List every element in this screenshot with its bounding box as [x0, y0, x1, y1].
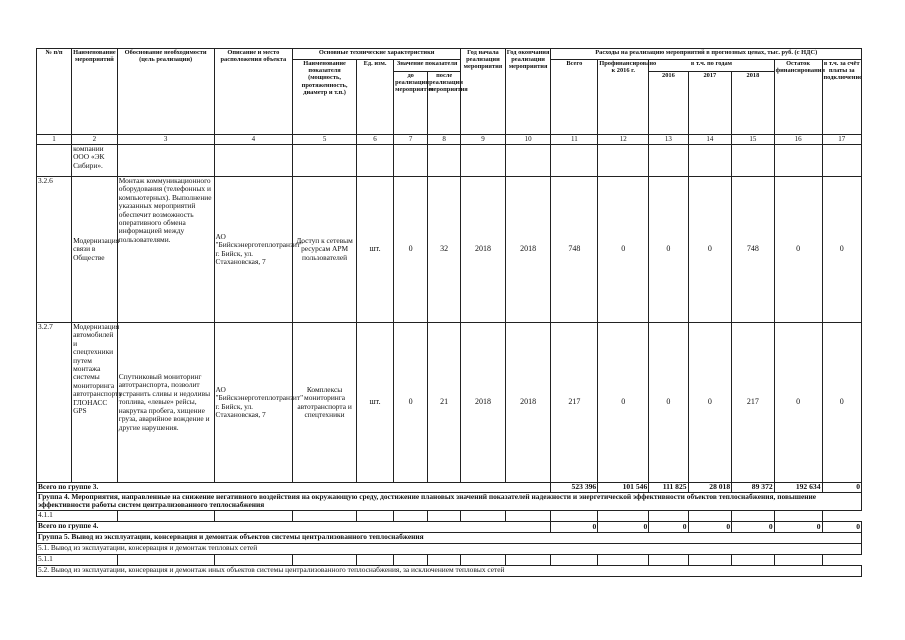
- group5-sub1-row: [37, 543, 862, 554]
- value-before: 0: [394, 177, 428, 323]
- group4-fee: 0: [822, 521, 862, 532]
- tech-characteristics-header: Основные технические характеристики: [293, 49, 461, 60]
- col-number: 6: [356, 135, 393, 145]
- end-year: 2018: [505, 323, 551, 483]
- continuation-row: [37, 145, 862, 177]
- group4-rest: 0: [774, 521, 822, 532]
- value-after: 32: [428, 177, 461, 323]
- measure-reason: Спутниковый мониторинг автотранспорта, позволит устранить сливы и недоливы топлива, «левые» рейсы, накрутка пробега, хищение груза, аварийное вождение и другие нарушения.: [117, 323, 214, 483]
- col-name-header: Наименование мероприятий: [72, 49, 118, 135]
- col-2017-header: 2017: [688, 72, 732, 135]
- group4-item-row: [37, 510, 862, 521]
- col-number: 8: [428, 135, 461, 145]
- measure-name: Модернизация автомобилей и спецтехники путем монтажа системы мониторинга автотранспорта ГЛОНАСС GPS: [72, 323, 118, 483]
- group4-total-row: [37, 521, 862, 532]
- group5-item-row: [37, 554, 862, 565]
- end-year: 2018: [505, 177, 551, 323]
- col-number: 5: [293, 135, 357, 145]
- value-after: 21: [428, 323, 461, 483]
- cost-total: 217: [551, 323, 598, 483]
- col-number: 2: [72, 135, 118, 145]
- col-unit-header: Ед. изм.: [356, 60, 393, 135]
- measure-location: АО "Бийскэнерготеплотранзит" г. Бийск, ул. Стахановская, 7: [214, 177, 293, 323]
- col-number: 3: [117, 135, 214, 145]
- indicator-value-header: Значение показателя: [394, 60, 461, 72]
- by-years-header: в т.ч. по годам: [649, 60, 774, 72]
- col-number: 13: [649, 135, 688, 145]
- col-number: 9: [461, 135, 506, 145]
- col-location-header: Описание и место расположения объекта: [214, 49, 293, 135]
- group3-2017: 28 018: [688, 483, 732, 493]
- table-row: [37, 323, 862, 483]
- cost-2018: 217: [732, 323, 775, 483]
- measure-name: Модернизация связи в Обществе: [72, 177, 118, 323]
- cost-rest: 0: [774, 323, 822, 483]
- col-2016-header: 2016: [649, 72, 688, 135]
- col-start-year-header: Год начала реализации мероприятия: [461, 49, 506, 135]
- group3-rest: 192 634: [774, 483, 822, 493]
- col-2018-header: 2018: [732, 72, 775, 135]
- col-financed-header: Профинансировано к 2016 г.: [598, 60, 649, 135]
- col-rest-header: Остаток финансирования: [774, 60, 822, 135]
- measure-location: АО "Бийскэнерготеплотранзит" г. Бийск, ул. Стахановская, 7: [214, 323, 293, 483]
- group5-title-row: [37, 532, 862, 543]
- group3-financed: 101 546: [598, 483, 649, 493]
- group4-total-label: Всего по группе 4.: [37, 521, 551, 532]
- header-row-1: [37, 49, 862, 60]
- col-number: 1: [37, 135, 72, 145]
- group5-item-number: 5.1.1: [37, 554, 118, 565]
- column-numbers-row: [37, 135, 862, 145]
- col-number: 4: [214, 135, 293, 145]
- row-number: 3.2.7: [37, 323, 72, 483]
- cost-total: 748: [551, 177, 598, 323]
- group3-fee: 0: [822, 483, 862, 493]
- cost-rest: 0: [774, 177, 822, 323]
- group3-2018: 89 372: [732, 483, 775, 493]
- col-number: 15: [732, 135, 775, 145]
- col-number: 7: [394, 135, 428, 145]
- start-year: 2018: [461, 323, 506, 483]
- group4-2017: 0: [688, 521, 732, 532]
- col-number: 17: [822, 135, 862, 145]
- col-after-header: после реализации мероприятия: [428, 72, 461, 135]
- continuation-name: компании ООО «ЭК Сибири».: [72, 145, 118, 177]
- group3-total-label: Всего по группе 3.: [37, 483, 551, 493]
- group5-sub2-row: [37, 565, 862, 576]
- col-end-year-header: Год окончания реализации мероприятия: [505, 49, 551, 135]
- measure-indicator: Комплексы мониторинга автотранспорта и спецтехники: [293, 323, 357, 483]
- col-number: 10: [505, 135, 551, 145]
- col-number: 12: [598, 135, 649, 145]
- group4-item-number: 4.1.1: [37, 510, 118, 521]
- group4-financed: 0: [598, 521, 649, 532]
- cost-fee: 0: [822, 323, 862, 483]
- group5-subsection-2: 5.2. Вывод из эксплуатации, консервация и демонтаж иных объектов системы централизованного теплоснабжения, за исключением тепловых сетей: [37, 565, 862, 576]
- group5-subsection-1: 5.1. Вывод из эксплуатации, консервация и демонтаж тепловых сетей: [37, 543, 862, 554]
- group4-total: 0: [551, 521, 598, 532]
- cost-2017: 0: [688, 323, 732, 483]
- table-row: [37, 177, 862, 323]
- group3-total: 523 396: [551, 483, 598, 493]
- col-total-header: Всего: [551, 60, 598, 135]
- col-number: 11: [551, 135, 598, 145]
- costs-header: Расходы на реализацию мероприятий в прогнозных ценах, тыс. руб. (с НДС): [551, 49, 862, 60]
- cost-2016: 0: [649, 323, 688, 483]
- col-number: 14: [688, 135, 732, 145]
- value-before: 0: [394, 323, 428, 483]
- cost-fee: 0: [822, 177, 862, 323]
- group4-title-row: [37, 493, 862, 511]
- col-fee-header: в т.ч. за счёт платы за подключение: [822, 60, 862, 135]
- cost-financed: 0: [598, 323, 649, 483]
- cost-2017: 0: [688, 177, 732, 323]
- cost-2018: 748: [732, 177, 775, 323]
- cost-financed: 0: [598, 177, 649, 323]
- cost-2016: 0: [649, 177, 688, 323]
- col-num-header: № п/п: [37, 49, 72, 135]
- col-reason-header: Обоснование необходимости (цель реализации): [117, 49, 214, 135]
- group4-2018: 0: [732, 521, 775, 532]
- col-number: 16: [774, 135, 822, 145]
- group4-2016: 0: [649, 521, 688, 532]
- measure-unit: шт.: [356, 177, 393, 323]
- measure-reason: Монтаж коммуникационного оборудования (телефонных и компьютерных). Выполнение указанных мероприятий обеспечит возможность оперативного обмена информацией между пользователями.: [117, 177, 214, 323]
- col-indicator-header: Наименование показателя (мощность, протяженность, диаметр и т.п.): [293, 60, 357, 135]
- group3-total-row: [37, 483, 862, 493]
- start-year: 2018: [461, 177, 506, 323]
- row-number: 3.2.6: [37, 177, 72, 323]
- group4-title: Группа 4. Мероприятия, направленные на снижение негативного воздействия на окружающую среду, достижение плановых значений показателей надежности и энергетической эффективности объектов теплоснабжения, повышение эффективности работы систем централизованного теплоснабжения: [37, 493, 862, 511]
- measure-indicator: Доступ к сетевым ресурсам АРМ пользователей: [293, 177, 357, 323]
- measures-table: [36, 48, 862, 577]
- col-before-header: до реализации мероприятия: [394, 72, 428, 135]
- investment-program-table: [36, 48, 862, 577]
- group5-title: Группа 5. Вывод из эксплуатации, консервация и демонтаж объектов системы централизованного теплоснабжения: [37, 532, 862, 543]
- measure-unit: шт.: [356, 323, 393, 483]
- group3-2016: 111 825: [649, 483, 688, 493]
